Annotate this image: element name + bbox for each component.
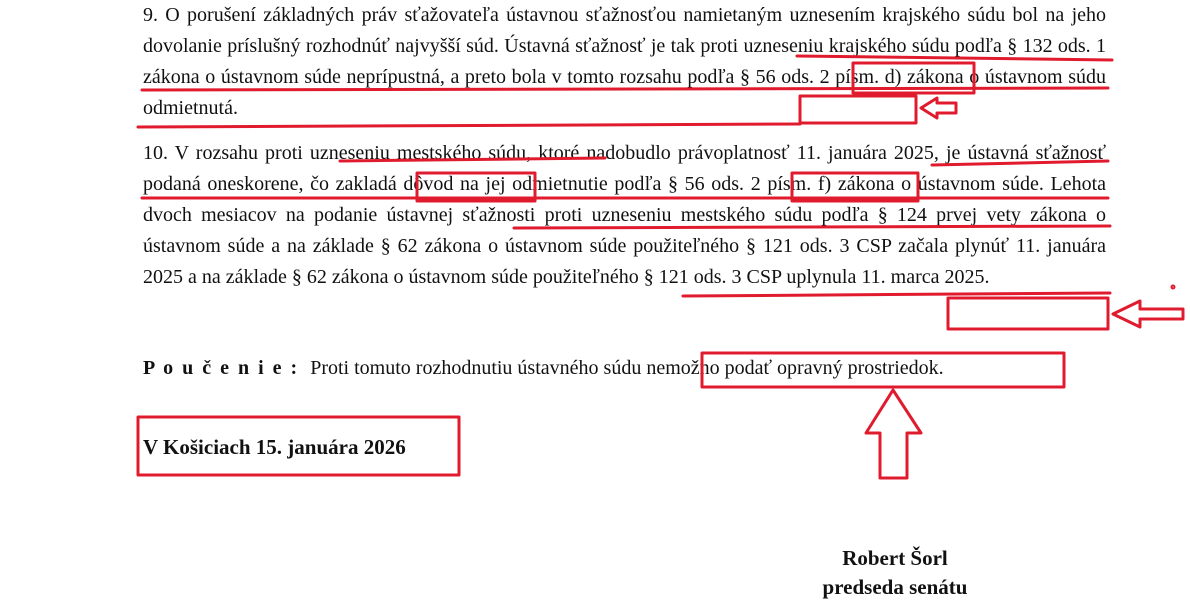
paragraph-10-highlight-late: oneskorene <box>207 173 299 195</box>
paragraph-10-text-2: , ktoré nadobudlo právoplatnosť <box>526 142 797 164</box>
signature-block <box>800 544 990 602</box>
dot-mark <box>1172 286 1175 289</box>
paragraph-9-highlight-inadmissible: neprípustná <box>346 66 440 88</box>
paragraph-10-text-5: podľa § 56 ods. 2 písm. f) zákona o ústavnom súde. <box>607 173 1051 195</box>
paragraph-10-underline-city-court: uzneseniu mestského súdu <box>309 142 527 164</box>
underline-mark <box>138 124 800 127</box>
instruction-label: P o u č e n i e : <box>143 357 300 379</box>
paragraph-9-continuation: , a preto bola v tomto rozsahu podľa § 56 ods. 2 písm. d) zákona o ústavnom súdu <box>439 66 1106 88</box>
paragraph-9-highlight-rejected: odmietnutá. <box>143 97 238 119</box>
paragraph-10-underline-deadline: Lehota dvoch mesiacov na podanie ústavnej sťažnosti <box>143 173 1106 226</box>
paragraph-10-text-6: proti uzneseniu mestského súdu podľa § 124 prvej vety zákona o ústavnom súde a na základe § 62 zákona o ústavnom súde použiteľného § 121 ods. <box>143 204 1106 257</box>
paragraph-10-text-7: a na základe § 62 zákona o ústavnom súde použiteľného § 121 ods. 3 CSP uplynula <box>183 266 862 288</box>
instruction-text: Proti tomuto rozhodnutiu ústavného súdu <box>310 357 647 379</box>
arrow-up-icon <box>866 390 921 478</box>
paragraph-9 <box>143 0 1106 124</box>
paragraph-10-highlight-expiry-date: 11. marca 2025. <box>861 266 990 288</box>
arrow-left-icon <box>1113 301 1183 327</box>
instruction-highlight-no-appeal: nemožno podať opravný prostriedok. <box>646 357 944 379</box>
place-date: V Košiciach 15. januára 2026 <box>143 435 406 459</box>
signatory-name: Robert Šorl <box>842 546 948 570</box>
paragraph-10-underline-start: 3 CSP začala plynúť 11. januára 2025 <box>143 235 1107 288</box>
signatory-role: predseda senátu <box>822 575 968 599</box>
paragraph-10-underline-date: 11. januára 2025 <box>796 142 934 164</box>
highlight-box <box>948 298 1108 329</box>
paragraph-9-lead: 9. O porušení základných práv sťažovateľa ústavnou sťažnosťou namietaným uznesením krajského súdu bol na jeho dovolanie príslušný rozhodnúť najvyšší súd. <box>143 4 1106 57</box>
paragraph-10-highlight-rejection: odmietnutie <box>512 173 608 195</box>
paragraph-10-text-3: , je ústavná sťažnosť podaná <box>143 142 1106 195</box>
paragraph-10 <box>143 138 1106 293</box>
paragraph-10-text-4: , čo zakladá dôvod na jej <box>298 173 513 195</box>
underline-mark <box>683 293 1110 296</box>
paragraph-10-text-1: 10. V rozsahu proti <box>143 142 310 164</box>
instruction-paragraph <box>143 353 1093 384</box>
paragraph-9-underlined-sentence: Ústavná sťažnosť je tak proti uzneseniu krajského súdu podľa § 132 ods. 1 zákona o ústavnom súde <box>143 35 1106 88</box>
